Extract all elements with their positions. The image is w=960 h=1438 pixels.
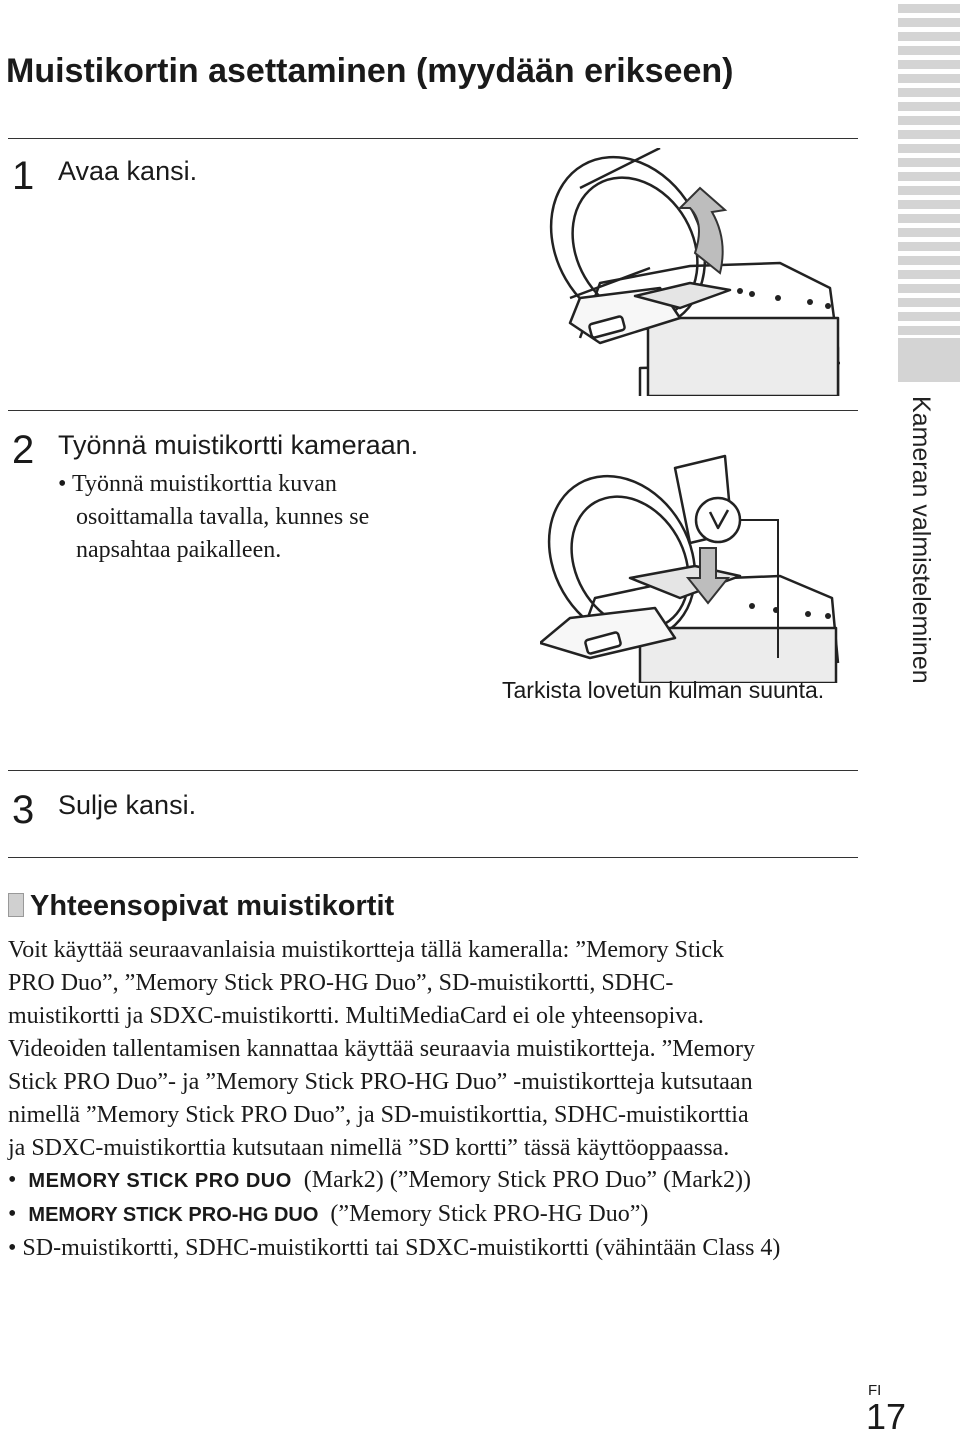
step-1-number: 1 <box>12 154 35 198</box>
step-1-rule <box>8 138 858 139</box>
paragraph-line: muistikortti ja SDXC-muistikortti. MultiMediaCard ei ole yhteensopiva. <box>8 1003 704 1029</box>
camera-insert-card-illustration <box>540 448 845 683</box>
step-2-text: Työnnä muistikortti kameraan. <box>58 430 419 460</box>
list-item-text: SD-muistikortti, SDHC-muistikortti tai SDXC-muistikortti (vähintään Class 4) <box>22 1235 781 1261</box>
list-item: • MEMORY STICK PRO DUO (Mark2) (”Memory Stick PRO Duo” (Mark2)) <box>8 1167 751 1193</box>
side-section-label: Kameran valmisteleminen <box>907 396 935 684</box>
side-tab-stripes <box>898 4 960 340</box>
memory-stick-pro-hg-duo-logo: MEMORY STICK PRO-HG DUO <box>28 1204 319 1226</box>
section-heading <box>8 890 394 923</box>
step-2-rule <box>8 410 858 411</box>
list-item: • MEMORY STICK PRO-HG DUO (”Memory Stick PRO-HG Duo”) <box>8 1201 649 1227</box>
section-rule <box>8 857 858 858</box>
page-title: Muistikortin asettaminen (myydään erikseen) <box>6 52 734 90</box>
list-item: • SD-muistikortti, SDHC-muistikortti tai SDXC-muistikortti (vähintään Class 4) <box>8 1235 781 1261</box>
paragraph-line: Voit käyttää seuraavanlaisia muistikortteja tällä kameralla: ”Memory Stick <box>8 937 724 963</box>
side-tab <box>898 338 960 382</box>
memory-stick-pro-duo-logo: MEMORY STICK PRO DUO <box>28 1170 292 1192</box>
illustration-caption: Tarkista lovetun kulman suunta. <box>502 677 825 703</box>
section-heading-text: Yhteensopivat muistikortit <box>30 890 395 922</box>
paragraph-line: Stick PRO Duo”- ja ”Memory Stick PRO-HG Duo” -muistikortteja kutsutaan <box>8 1069 753 1095</box>
language-code: FI <box>868 1382 882 1399</box>
step-2-note-line: napsahtaa paikalleen. <box>76 537 282 563</box>
paragraph-line: Videoiden tallentamisen kannattaa käyttää seuraavia muistikortteja. ”Memory <box>8 1036 755 1062</box>
section-paragraph <box>8 934 888 1165</box>
camera-open-cover-illustration <box>540 148 845 396</box>
paragraph-line: ja SDXC-muistikorttia kutsutaan nimellä ”SD kortti” tässä käyttöoppaassa. <box>8 1135 730 1161</box>
page-number: 17 <box>866 1396 907 1437</box>
list-item-text: (Mark2) (”Memory Stick PRO Duo” (Mark2)) <box>303 1167 751 1193</box>
step-3-text: Sulje kansi. <box>58 790 197 820</box>
paragraph-line: nimellä ”Memory Stick PRO Duo”, ja SD-muistikorttia, SDHC-muistikorttia <box>8 1102 749 1128</box>
list-item-text: (”Memory Stick PRO-HG Duo”) <box>330 1201 649 1227</box>
step-1-text: Avaa kansi. <box>58 156 198 186</box>
paragraph-line: PRO Duo”, ”Memory Stick PRO-HG Duo”, SD-muistikortti, SDHC- <box>8 970 674 996</box>
step-2-note <box>58 468 369 567</box>
step-3-rule <box>8 770 858 771</box>
step-2-number: 2 <box>12 428 35 472</box>
compatible-card-list <box>8 1164 780 1265</box>
step-2-note-line: • Työnnä muistikorttia kuvan <box>58 471 337 497</box>
step-2-note-line: osoittamalla tavalla, kunnes se <box>76 504 370 530</box>
step-3-number: 3 <box>12 788 35 832</box>
section-marker-icon <box>8 893 24 917</box>
